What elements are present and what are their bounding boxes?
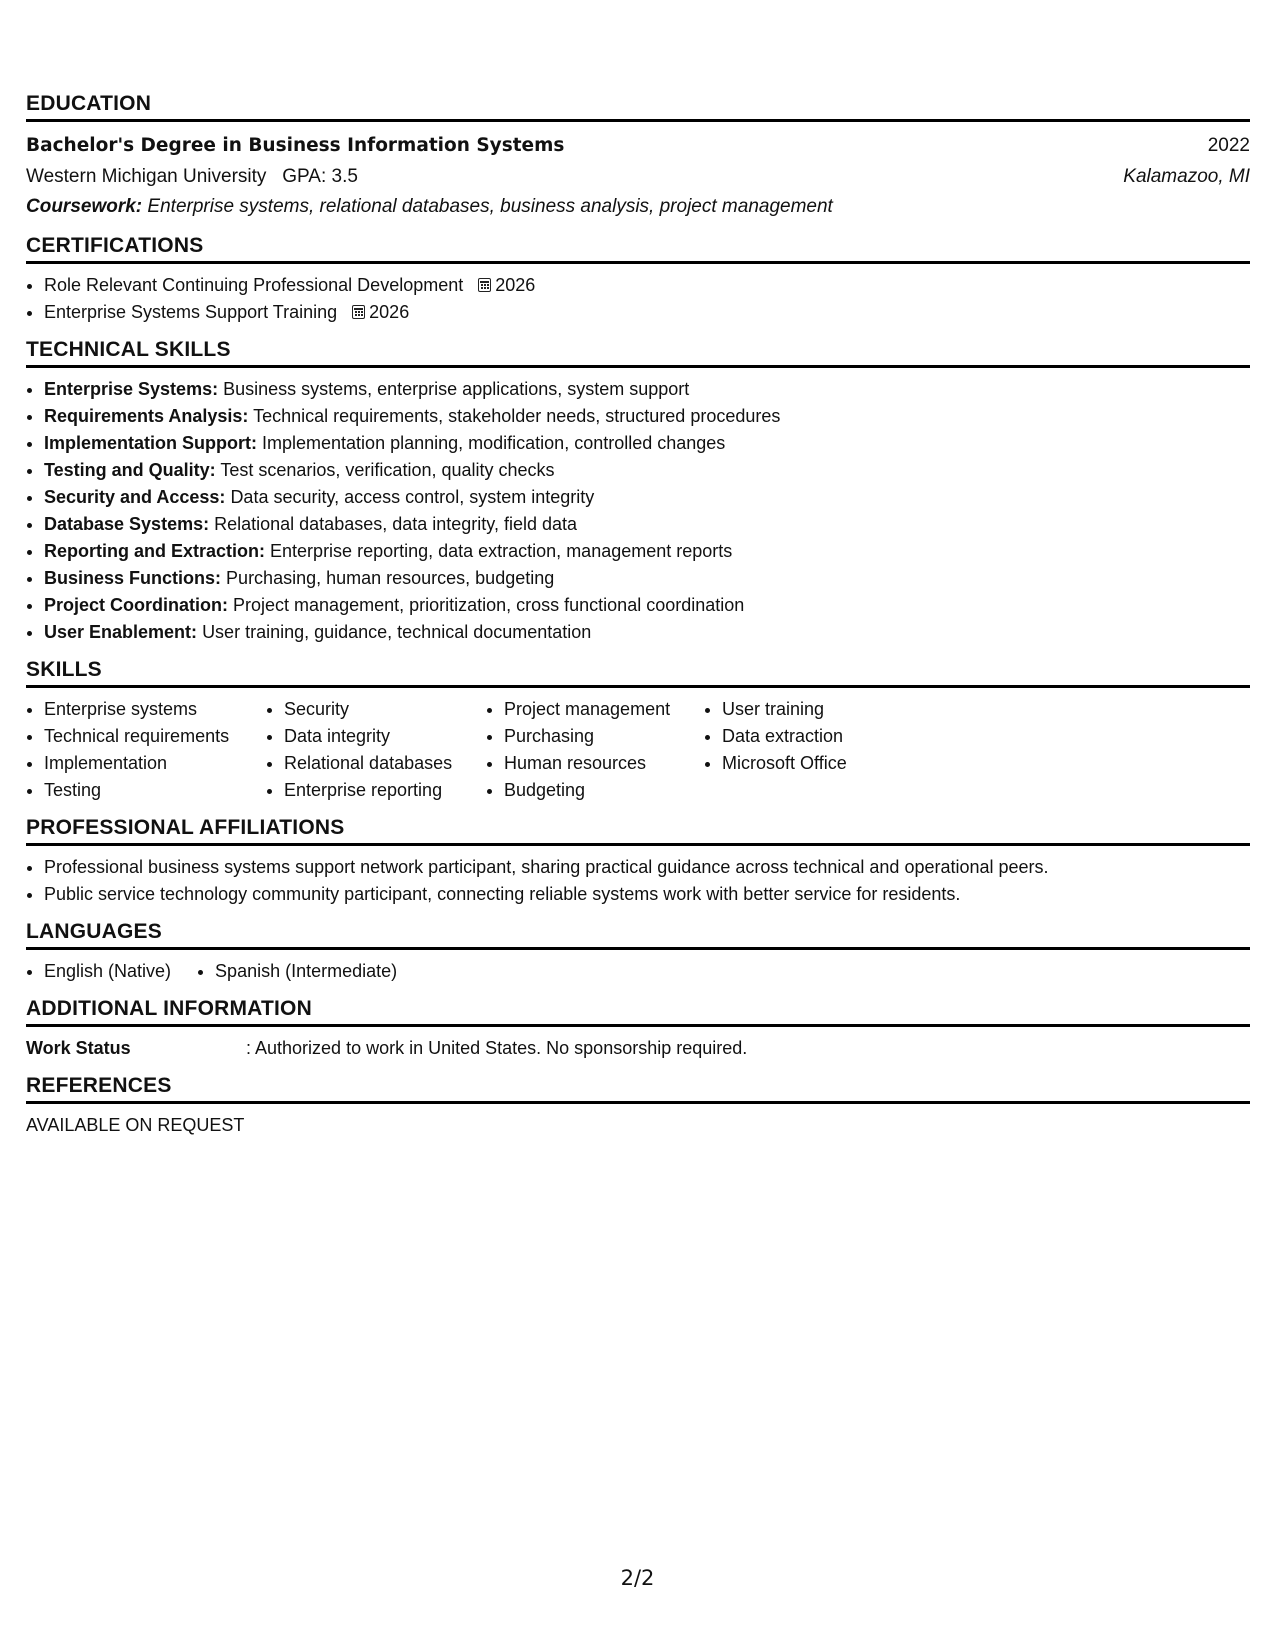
list-item: • Purchasing — [504, 723, 704, 750]
education-heading: EDUCATION — [26, 92, 1250, 122]
coursework-row — [26, 192, 1250, 222]
list-item — [44, 538, 1250, 565]
skill-text: Enterprise reporting, data extraction, management reports — [270, 541, 733, 561]
list-item: • English (Native) — [44, 958, 171, 985]
school-row — [26, 161, 1250, 192]
skill-label: Business Functions: — [44, 568, 222, 588]
list-item: • Microsoft Office — [722, 750, 924, 777]
languages-section — [26, 920, 1250, 985]
skill-text: User training, guidance, technical documentation — [202, 622, 592, 642]
skill-text: Purchasing, human resources, budgeting — [226, 568, 555, 588]
additional-info-section — [26, 997, 1250, 1062]
skill-label: Testing and Quality: — [44, 460, 216, 480]
coursework-label: Coursework: — [26, 196, 143, 217]
list-item — [44, 272, 1250, 299]
list-item: • Spanish (Intermediate) — [215, 958, 397, 985]
skill-label: Implementation Support: — [44, 433, 257, 453]
list-item: • Enterprise systems — [44, 696, 266, 723]
list-item: • Professional business systems support network participant, sharing practical guidance across technical and operational peers. — [44, 854, 1250, 881]
language-list — [197, 958, 397, 985]
list-item — [44, 299, 1250, 326]
certification-year: 2026 — [369, 302, 410, 322]
technical-skills-heading: TECHNICAL SKILLS — [26, 338, 1250, 368]
education-section — [26, 92, 1250, 222]
skill-text: Relational databases, data integrity, field data — [214, 514, 578, 534]
skill-label: Security and Access: — [44, 487, 226, 507]
coursework-text: Enterprise systems, relational databases, business analysis, project management — [147, 196, 833, 217]
list-item — [44, 403, 1250, 430]
skill-label: Requirements Analysis: — [44, 406, 249, 426]
skill-text: Test scenarios, verification, quality checks — [220, 460, 555, 480]
list-item: • Project management — [504, 696, 704, 723]
skills-grid — [26, 696, 1250, 804]
references-heading: REFERENCES — [26, 1074, 1250, 1104]
certifications-list — [26, 272, 1250, 326]
skill-label: Reporting and Extraction: — [44, 541, 266, 561]
skills-section — [26, 658, 1250, 804]
skill-text: Implementation planning, modification, controlled changes — [262, 433, 726, 453]
references-section — [26, 1074, 1250, 1139]
skills-column — [486, 696, 704, 804]
skills-column — [26, 696, 266, 804]
list-item: • Security — [284, 696, 486, 723]
technical-skills-section — [26, 338, 1250, 646]
calendar-icon — [352, 305, 365, 319]
skills-column — [704, 696, 924, 804]
list-item — [44, 511, 1250, 538]
list-item — [44, 484, 1250, 511]
languages-row — [26, 958, 1250, 985]
references-text: AVAILABLE ON REQUEST — [26, 1115, 245, 1135]
skill-label: User Enablement: — [44, 622, 198, 642]
list-item: • Data extraction — [722, 723, 924, 750]
list-item — [44, 592, 1250, 619]
skill-label: Project Coordination: — [44, 595, 228, 615]
list-item — [44, 430, 1250, 457]
school-info — [26, 161, 358, 192]
resume-page — [26, 92, 1250, 1151]
list-item — [44, 619, 1250, 646]
certification-year: 2026 — [495, 275, 536, 295]
page-number: 2/2 — [620, 1566, 655, 1590]
skills-heading: SKILLS — [26, 658, 1250, 688]
list-item — [44, 376, 1250, 403]
skill-label: Database Systems: — [44, 514, 210, 534]
certification-name: Enterprise Systems Support Training — [44, 302, 338, 322]
skill-text: Technical requirements, stakeholder needs, structured procedures — [253, 406, 781, 426]
list-item: • Technical requirements — [44, 723, 266, 750]
list-item: • Budgeting — [504, 777, 704, 804]
skills-column — [266, 696, 486, 804]
skill-text: Data security, access control, system integrity — [230, 487, 595, 507]
skill-text: Business systems, enterprise applications, system support — [223, 379, 690, 399]
list-item — [44, 565, 1250, 592]
language-list — [26, 958, 171, 985]
affiliations-section — [26, 816, 1250, 908]
languages-heading: LANGUAGES — [26, 920, 1250, 950]
school-name: Western Michigan University — [26, 166, 267, 187]
affiliations-list — [26, 854, 1250, 908]
work-status-label: Work Status — [26, 1038, 131, 1058]
affiliations-heading: PROFESSIONAL AFFILIATIONS — [26, 816, 1250, 846]
additional-info-heading: ADDITIONAL INFORMATION — [26, 997, 1250, 1027]
list-item: • Testing — [44, 777, 266, 804]
list-item — [44, 457, 1250, 484]
gpa: GPA: 3.5 — [282, 166, 358, 187]
degree-title: Bachelor's Degree in Business Information Systems — [26, 135, 565, 156]
work-status-value: : Authorized to work in United States. No sponsorship required. — [246, 1038, 748, 1058]
work-status-row — [26, 1035, 1250, 1062]
school-location: Kalamazoo, MI — [1123, 166, 1250, 187]
list-item: • Enterprise reporting — [284, 777, 486, 804]
degree-year: 2022 — [1207, 135, 1250, 156]
technical-skills-list — [26, 376, 1250, 646]
degree-row — [26, 130, 1250, 161]
list-item: • Public service technology community participant, connecting reliable systems work with better service for residents. — [44, 881, 1250, 908]
calendar-icon — [478, 278, 491, 292]
list-item: • User training — [722, 696, 924, 723]
list-item: • Human resources — [504, 750, 704, 777]
certifications-heading: CERTIFICATIONS — [26, 234, 1250, 264]
list-item: • Data integrity — [284, 723, 486, 750]
skill-label: Enterprise Systems: — [44, 379, 219, 399]
skill-text: Project management, prioritization, cross functional coordination — [233, 595, 745, 615]
certifications-section — [26, 234, 1250, 326]
list-item: • Implementation — [44, 750, 266, 777]
list-item: • Relational databases — [284, 750, 486, 777]
certification-name: Role Relevant Continuing Professional Development — [44, 275, 464, 295]
